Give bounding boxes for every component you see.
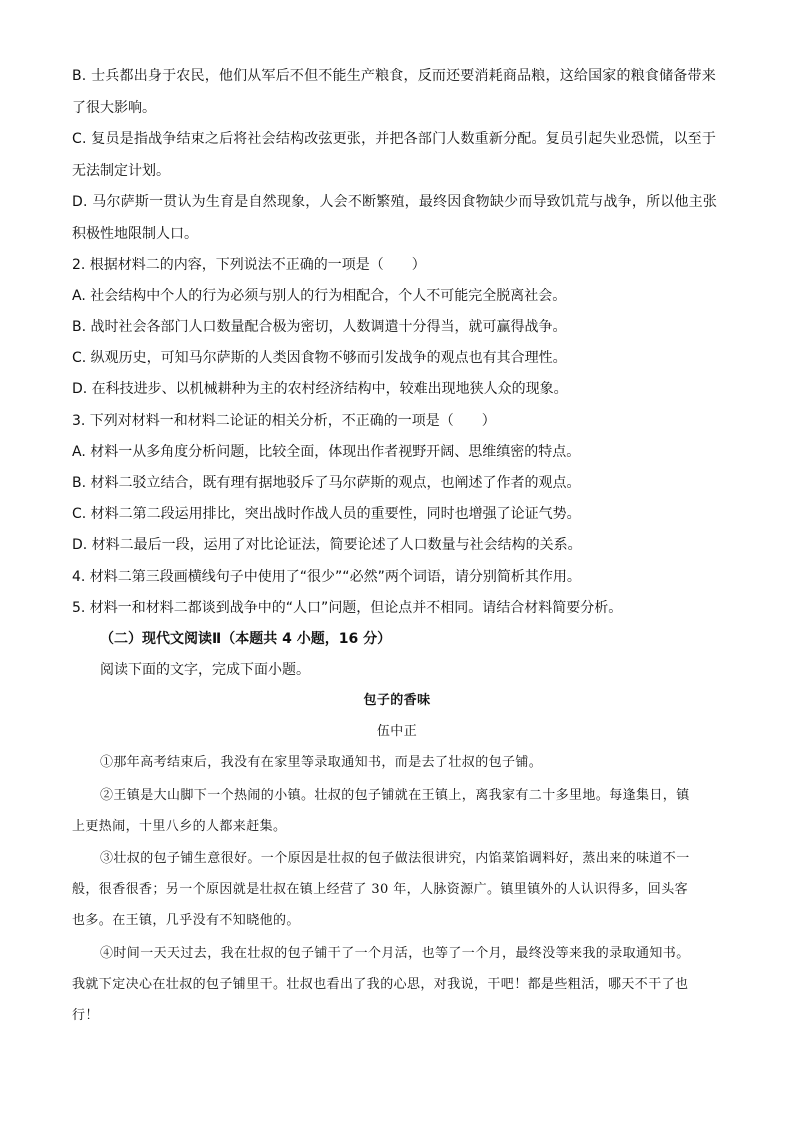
story-paragraph-4-line-1: ④时间一天天过去，我在壮叔的包子铺干了一个月活，也等了一个月，最终没等来我的录取通知书。 <box>100 946 690 961</box>
option-c-line-1: C. 复员是指战争结束之后将社会结构改弦更张，并把各部门人数重新分配。复员引起失业恐慌，以至于 <box>72 131 717 147</box>
question-3-option-b: B. 材料二驳立结合，既有理有据地驳斥了马尔萨斯的观点，也阐述了作者的观点。 <box>72 475 581 491</box>
option-c-line-2: 无法制定计划。 <box>72 163 170 179</box>
section-heading: （二）现代文阅读Ⅱ（本题共 4 小题，16 分） <box>100 631 392 647</box>
option-b-line-1: B. 士兵都出身于农民，他们从军后不但不能生产粮食，反而还要消耗商品粮，这给国家的粮食储备带来 <box>72 68 716 84</box>
option-d-line-1: D. 马尔萨斯一贯认为生育是自然现象，人会不断繁殖，最终因食物缺少而导致饥荒与战争，所以他主张 <box>72 194 718 210</box>
option-b-line-2: 了很大影响。 <box>72 100 156 116</box>
question-3-option-c: C. 材料二第二段运用排比，突出战时作战人员的重要性，同时也增强了论证气势。 <box>72 506 581 522</box>
question-4: 4. 材料二第三段画横线句子中使用了“很少”“必然”两个词语，请分别简析其作用。 <box>72 569 581 585</box>
story-paragraph-4-line-3: 行！ <box>72 1008 99 1023</box>
story-author: 伍中正 <box>376 724 418 739</box>
question-5: 5. 材料一和材料二都谈到战争中的“人口”问题，但论点并不相同。请结合材料简要分析。 <box>72 600 623 616</box>
question-3: 3. 下列对材料一和材料二论证的相关分析，不正确的一项是（ ） <box>72 413 496 429</box>
question-3-option-d: D. 材料二最后一段，运用了对比论证法，简要论述了人口数量与社会结构的关系。 <box>72 537 582 553</box>
story-paragraph-3-line-2: 般，很香很香；另一个原因就是壮叔在镇上经营了 30 年，人脉资源广。镇里镇外的人认识得多，回头客 <box>72 882 689 897</box>
question-2: 2. 根据材料二的内容，下列说法不正确的一项是（ ） <box>72 257 426 273</box>
question-3-option-a: A. 材料一从多角度分析问题，比较全面，体现出作者视野开阔、思维缜密的特点。 <box>72 444 581 460</box>
story-paragraph-2-line-2: 上更热闹，十里八乡的人都来赶集。 <box>72 819 287 834</box>
option-d-line-2: 积极性地限制人口。 <box>72 226 198 242</box>
story-paragraph-3-line-1: ③壮叔的包子铺生意很好。一个原因是壮叔的包子做法很讲究，内馅菜馅调料好，蒸出来的味道不一 <box>100 851 690 866</box>
story-paragraph-3-line-3: 也多。在王镇，几乎没有不知晓他的。 <box>72 913 300 928</box>
story-paragraph-2-line-1: ②王镇是大山脚下一个热闹的小镇。壮叔的包子铺就在王镇上，离我家有二十多里地。每逢集日，镇 <box>100 788 690 803</box>
question-2-option-a: A. 社会结构中个人的行为必须与别人的行为相配合，个人不可能完全脱离社会。 <box>72 288 567 304</box>
question-2-option-b: B. 战时社会各部门人口数量配合极为密切，人数调遣十分得当，就可赢得战争。 <box>72 319 567 335</box>
question-2-option-c: C. 纵观历史，可知马尔萨斯的人类因食物不够而引发战争的观点也有其合理性。 <box>72 350 567 366</box>
question-2-option-d: D. 在科技进步、以机械耕种为主的农村经济结构中，较难出现地狭人众的现象。 <box>72 381 568 397</box>
story-title: 包子的香味 <box>363 693 431 708</box>
story-paragraph-4-line-2: 我就下定决心在壮叔的包子铺里干。壮叔也看出了我的心思，对我说，干吧！都是些粗活，哪天不干了也 <box>72 977 689 992</box>
story-paragraph-1: ①那年高考结束后，我没有在家里等录取通知书，而是去了壮叔的包子铺。 <box>100 755 543 770</box>
reading-instruction: 阅读下面的文字，完成下面小题。 <box>100 662 310 678</box>
